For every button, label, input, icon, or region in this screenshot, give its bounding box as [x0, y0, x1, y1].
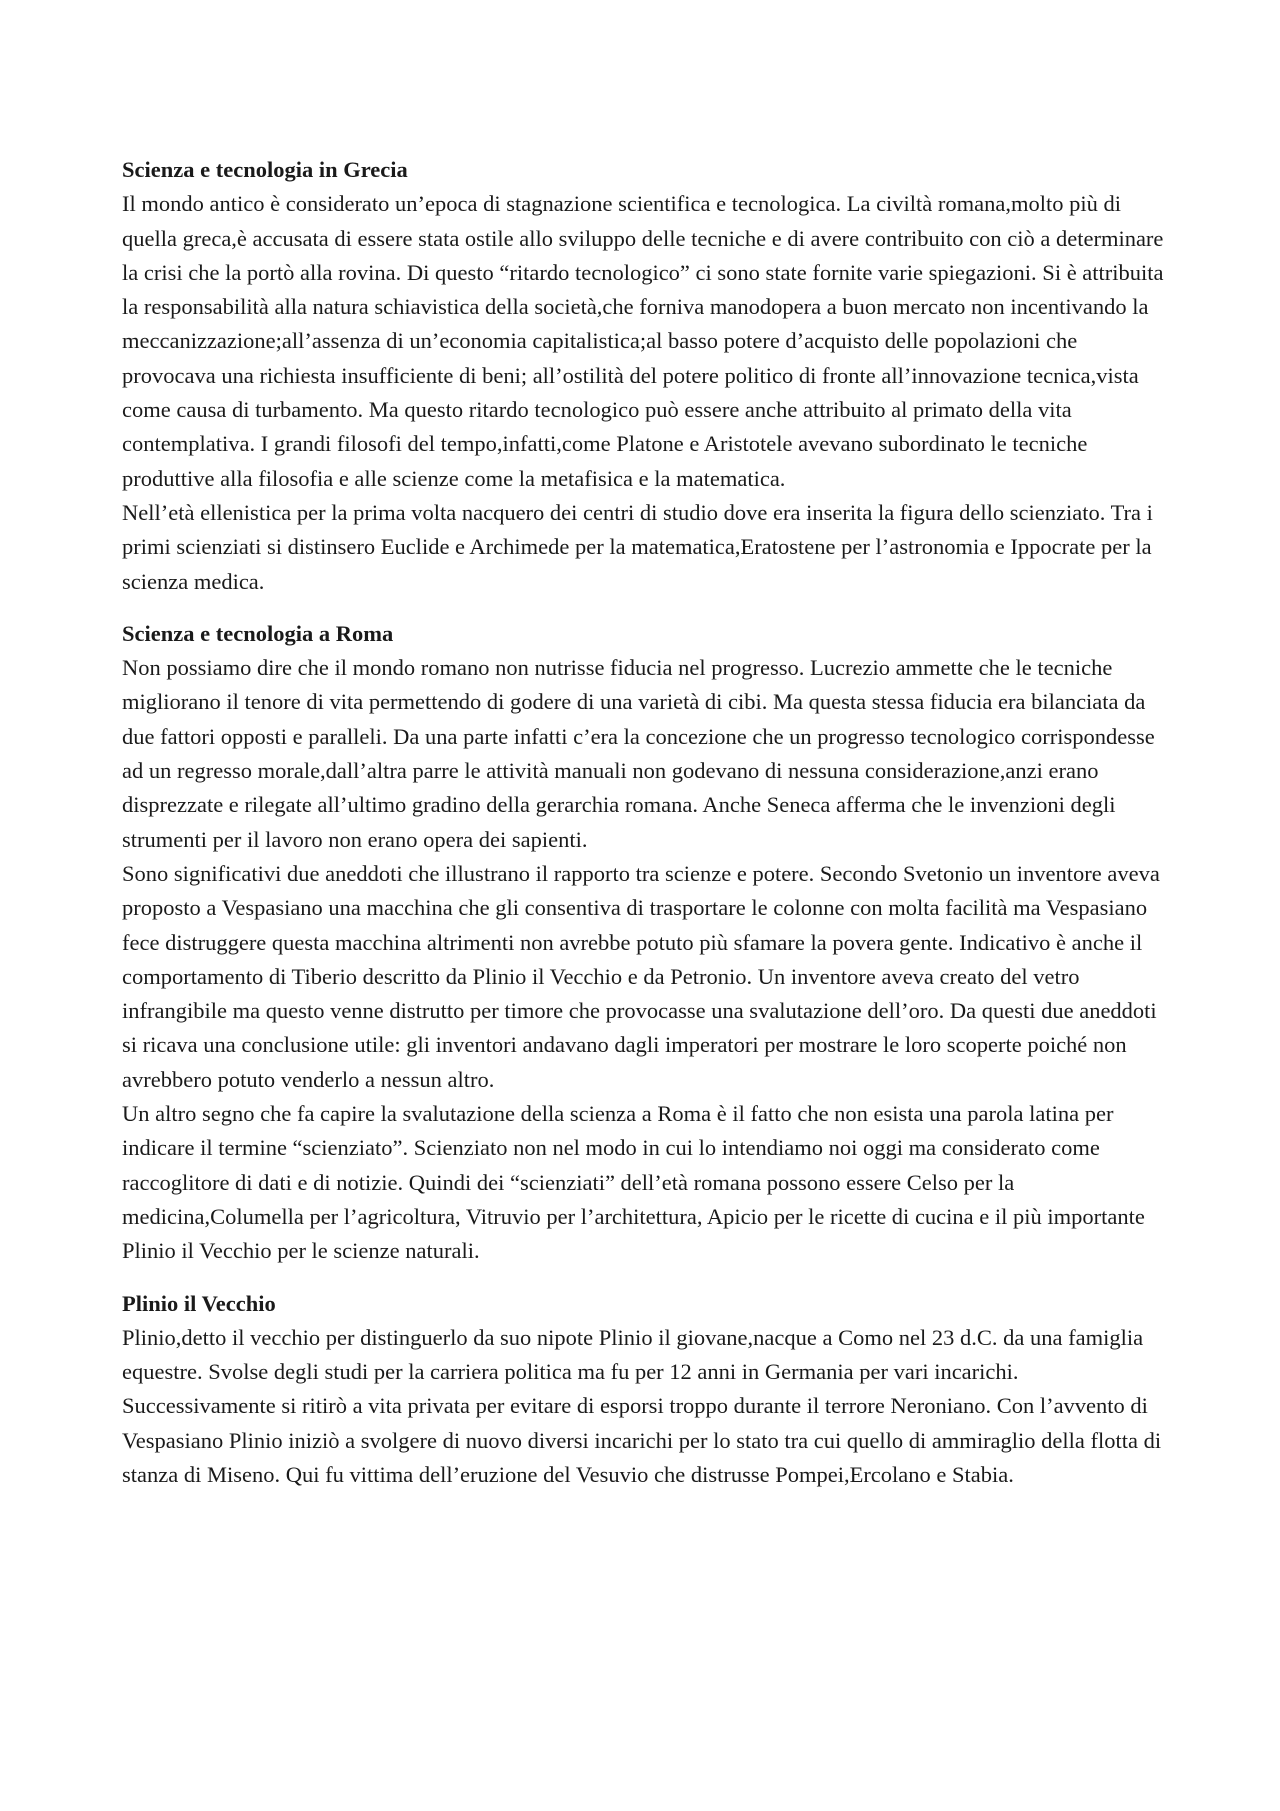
section-greece: [122, 153, 1172, 599]
paragraph: Un altro segno che fa capire la svalutazione della scienza a Roma è il fatto che non esista una parola latina per indicare il termine “scienziato”. Scienziato non nel modo in cui lo intendiamo noi oggi ma considerato come raccoglitore di dati e di notizie. Quindi dei “scienziati” dell’età romana possono essere Celso per la medicina,Columella per l’agricoltura, Vitruvio per l’architettura, Apicio per le ricette di cucina e il più importante Plinio il Vecchio per le scienze naturali.: [122, 1101, 1145, 1264]
paragraph: Nell’età ellenistica per la prima volta nacquero dei centri di studio dove era inserita la figura dello scienziato. Tra i primi scienziati si distinsero Euclide e Archimede per la matematica,Eratostene per l’astronomia e Ippocrate per la scienza medica.: [122, 499, 1153, 594]
paragraph: Non possiamo dire che il mondo romano non nutrisse fiducia nel progresso. Lucrezio ammette che le tecniche migliorano il tenore di vita permettendo di godere di una varietà di cibi. Ma questa stessa fiducia era bilanciata da due fattori opposti e paralleli. Da una parte infatti c’era la concezione che un progresso tecnologico corrispondesse ad un regresso morale,dall’altra parre le attività manuali non godevano di nessuna considerazione,anzi erano disprezzate e rilegate all’ultimo gradino della gerarchia romana. Anche Seneca afferma che le invenzioni degli strumenti per il lavoro non erano opera dei sapienti.: [122, 655, 1155, 852]
section-heading: Scienza e tecnologia in Grecia: [122, 157, 408, 182]
paragraph: Il mondo antico è considerato un’epoca di stagnazione scientifica e tecnologica. La civiltà romana,molto più di quella greca,è accusata di essere stata ostile allo sviluppo delle tecniche e di avere contribuito con ciò a determinare la crisi che la portò alla rovina. Di questo “ritardo tecnologico” ci sono state fornite varie spiegazioni. Si è attribuita la responsabilità alla natura schiavistica della società,che forniva manodopera a buon mercato non incentivando la meccanizzazione;all’assenza di un’economia capitalistica;al basso potere d’acquisto delle popolazioni che provocava una richiesta insufficiente di beni; all’ostilità del potere politico di fronte all’innovazione tecnica,vista come causa di turbamento. Ma questo ritardo tecnologico può essere anche attribuito al primato della vita contemplativa. I grandi filosofi del tempo,infatti,come Platone e Aristotele avevano subordinato le tecniche produttive alla filosofia e alle scienze come la metafisica e la matematica.: [122, 191, 1164, 491]
paragraph: Plinio,detto il vecchio per distinguerlo da suo nipote Plinio il giovane,nacque a Como nel 23 d.C. da una famiglia equestre. Svolse degli studi per la carriera politica ma fu per 12 anni in Germania per vari incarichi. Successivamente si ritirò a vita privata per evitare di esporsi troppo durante il terrore Neroniano. Con l’avvento di Vespasiano Plinio iniziò a svolgere di nuovo diversi incarichi per lo stato tra cui quello di ammiraglio della flotta di stanza di Miseno. Qui fu vittima dell’eruzione del Vesuvio che distrusse Pompei,Ercolano e Stabia.: [122, 1324, 1162, 1487]
document-page: [122, 153, 1172, 1492]
section-heading: Plinio il Vecchio: [122, 1290, 276, 1316]
section-heading: Scienza e tecnologia a Roma: [122, 620, 394, 646]
section-rome: [122, 617, 1172, 1269]
section-pliny: [122, 1287, 1172, 1493]
paragraph: Sono significativi due aneddoti che illustrano il rapporto tra scienze e potere. Secondo Svetonio un inventore aveva proposto a Vespasiano una macchina che gli consentiva di trasportare le colonne con molta facilità ma Vespasiano fece distruggere questa macchina altrimenti non avrebbe potuto più sfamare la povera gente. Indicativo è anche il comportamento di Tiberio descritto da Plinio il Vecchio e da Petronio. Un inventore aveva creato del vetro infrangibile ma questo venne distrutto per timore che provocasse una svalutazione dell’oro. Da questi due aneddoti si ricava una conclusione utile: gli inventori andavano dagli imperatori per mostrare le loro scoperte poiché non avrebbero potuto venderlo a nessun altro.: [122, 860, 1160, 1092]
